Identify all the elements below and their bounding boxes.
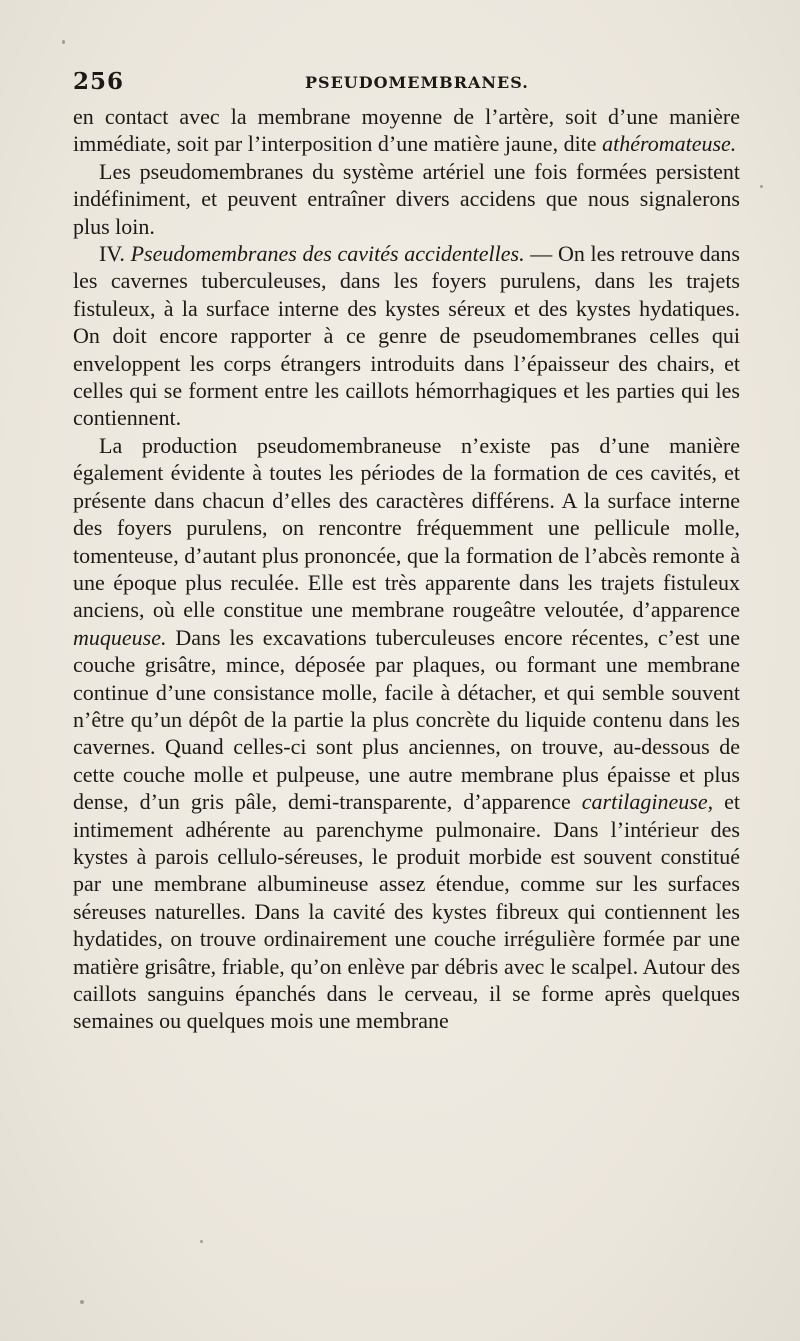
paper-speck [760, 185, 763, 188]
paragraph-1 [73, 103, 740, 158]
italic-term: muqueuse. [73, 624, 167, 650]
text-run: La production pseudomembraneuse n’existe pas d’une manière également évidente à toutes les périodes de la formation de ces cavités, et présente dans chacun d’elles des caractères différens. A la surface interne des foyers purulens, on rencontre fréquemment une pellicule molle, tomenteuse, d’autant plus prononcée, que la formation de l’abcès remonte à une époque plus reculée. Elle est très apparente dans les trajets fistuleux anciens, où elle constitue une membrane rougeâtre veloutée, d’apparence [73, 432, 740, 623]
section-number: IV. [99, 241, 131, 267]
italic-term: cartilagineuse, [581, 789, 714, 815]
running-title: PSEUDOMEMBRANES. [305, 73, 529, 92]
text-run: — On les retrouve dans les cavernes tuberculeuses, dans les foyers purulens, dans les trajets fistuleux, à la surface interne des kystes séreux et des kystes hydatiques. On doit encore rapporter à ce genre de pseudomembranes celles qui enveloppent les corps étrangers introduits dans l’épaisseur des chairs, et celles qui se forment entre les caillots hémorrhagiques et les parties qui les contiennent. [73, 241, 740, 431]
paragraph-3 [73, 240, 740, 432]
section-heading: Pseudomembranes des cavités accidentelles. [130, 241, 525, 267]
paragraph-2 [73, 158, 740, 240]
text-run: en contact avec la membrane moyenne de l’artère, soit d’une manière immédiate, soit par l’interposition d’une matière jaune, dite [73, 104, 740, 157]
text-run: Les pseudomembranes du système artériel une fois formées persistent indéfiniment, et peuvent entraîner divers accidens que nous signalerons plus loin. [73, 158, 740, 239]
page-number: 256 [73, 68, 125, 95]
body-text [73, 103, 740, 1035]
text-run: et intimement adhérente au parenchyme pulmonaire. Dans l’intérieur des kystes à parois cellulo-séreuses, le produit morbide est souvent constitué par une membrane albumineuse assez étendue, comme sur les surfaces séreuses naturelles. Dans la cavité des kystes fibreux qui contiennent les hydatides, on trouve ordinairement une couche irrégulière formée par une matière grisâtre, friable, qu’on enlève par débris avec le scalpel. Autour des caillots sanguins épanchés dans le cerveau, il se forme après quelques semaines ou quelques mois une membrane [73, 789, 740, 1034]
paper-speck [62, 40, 65, 44]
italic-term: athéromateuse. [602, 131, 737, 157]
paper-speck [80, 1300, 84, 1304]
paragraph-4 [73, 432, 740, 1035]
paper-speck [200, 1240, 203, 1243]
text-run: Dans les excavations tuberculeuses encore récentes, c’est une couche grisâtre, mince, déposée par plaques, ou formant une membrane continue d’une consistance molle, facile à détacher, et qui semble souvent n’être qu’un dépôt de la partie la plus concrète du liquide contenu dans les cavernes. Quand celles-ci sont plus anciennes, on trouve, au-dessous de cette couche molle et pulpeuse, une autre membrane plus épaisse et plus dense, d’un gris pâle, demi-transparente, d’apparence [73, 624, 740, 815]
page-header [73, 68, 740, 98]
